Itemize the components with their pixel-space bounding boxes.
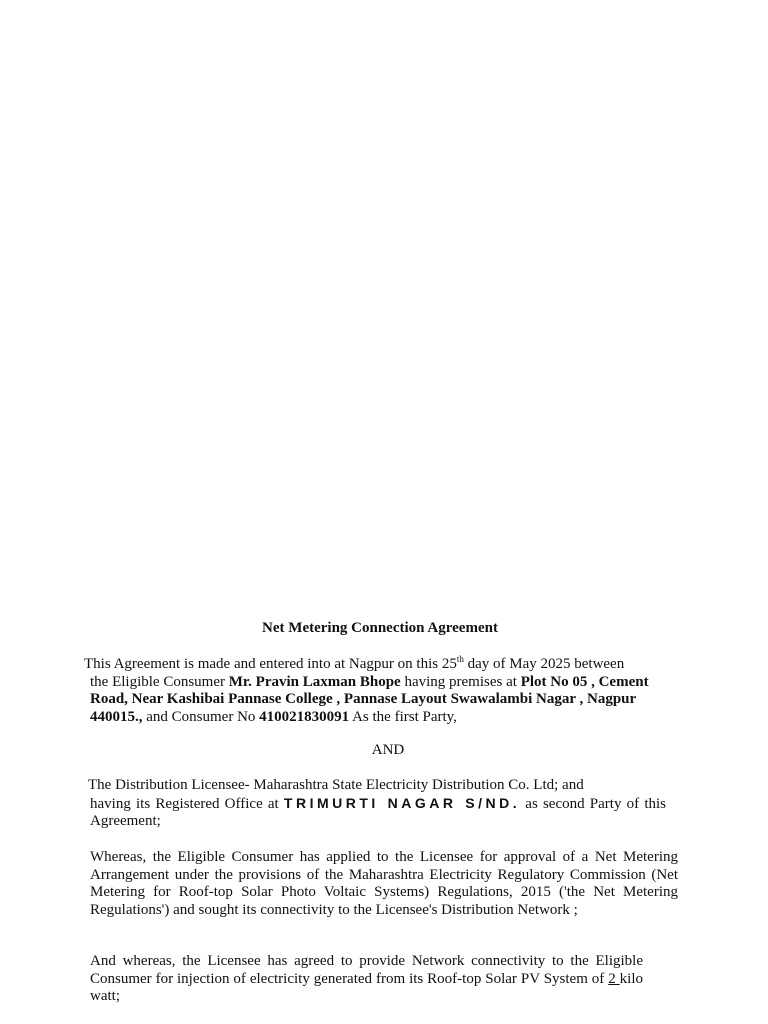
intro-text-1: This Agreement is made and entered into at Nagpur on this 25 bbox=[84, 656, 457, 672]
registered-office: TRIMURTI NAGAR S/ND. bbox=[283, 794, 521, 811]
and-whereas-text-1: And whereas, the Licensee has agreed to provide Network connectivity to the Eligible Consumer for injection of electricity generated from its Roof-top Solar PV System of bbox=[90, 953, 643, 987]
intro-text-5: and Consumer No bbox=[142, 708, 260, 725]
date-suffix: th bbox=[456, 654, 464, 664]
consumer-number: 410021830091 bbox=[259, 708, 350, 725]
licensee-text-3: as second Party of this Agreement; bbox=[90, 795, 666, 829]
and-whereas-paragraph bbox=[90, 953, 643, 1006]
licensee-text-1: The Distribution Licensee- Maharashtra State Electricity Distribution Co. Ltd; and bbox=[88, 777, 584, 793]
licensee-paragraph bbox=[88, 777, 666, 831]
consumer-name: Mr. Pravin Laxman Bhope bbox=[228, 673, 401, 690]
system-capacity: 2 bbox=[608, 970, 620, 987]
and-separator: AND bbox=[371, 742, 405, 758]
whereas-paragraph: Whereas, the Eligible Consumer has applied to the Licensee for approval of a Net Metering Arrangement under the provisions of the Maharashtra Electricity Regulatory Commission (Net Metering for Roof-top Solar Photo Voltaic Systems) Regulations, 2015 ('the Net Metering Regulations') and sought its connectivity to the Licensee's Distribution Network ; bbox=[90, 849, 678, 918]
intro-text-2: day of May 2025 between bbox=[463, 656, 625, 672]
intro-text-3: the Eligible Consumer bbox=[90, 673, 229, 690]
consumer-address: Plot No 05 , Cement Road, Near Kashibai Pannase College , Pannase Layout Swawalambi Nagar , Nagpur 440015., bbox=[90, 673, 649, 725]
and-whereas-text-2: kilo watt; bbox=[90, 970, 643, 1004]
intro-paragraph bbox=[84, 656, 672, 726]
intro-text-6: As the first Party, bbox=[349, 708, 457, 725]
intro-text-4: having premises at bbox=[400, 673, 521, 690]
document-title: Net Metering Connection Agreement bbox=[262, 620, 498, 636]
licensee-text-2: having its Registered Office at bbox=[90, 795, 284, 812]
